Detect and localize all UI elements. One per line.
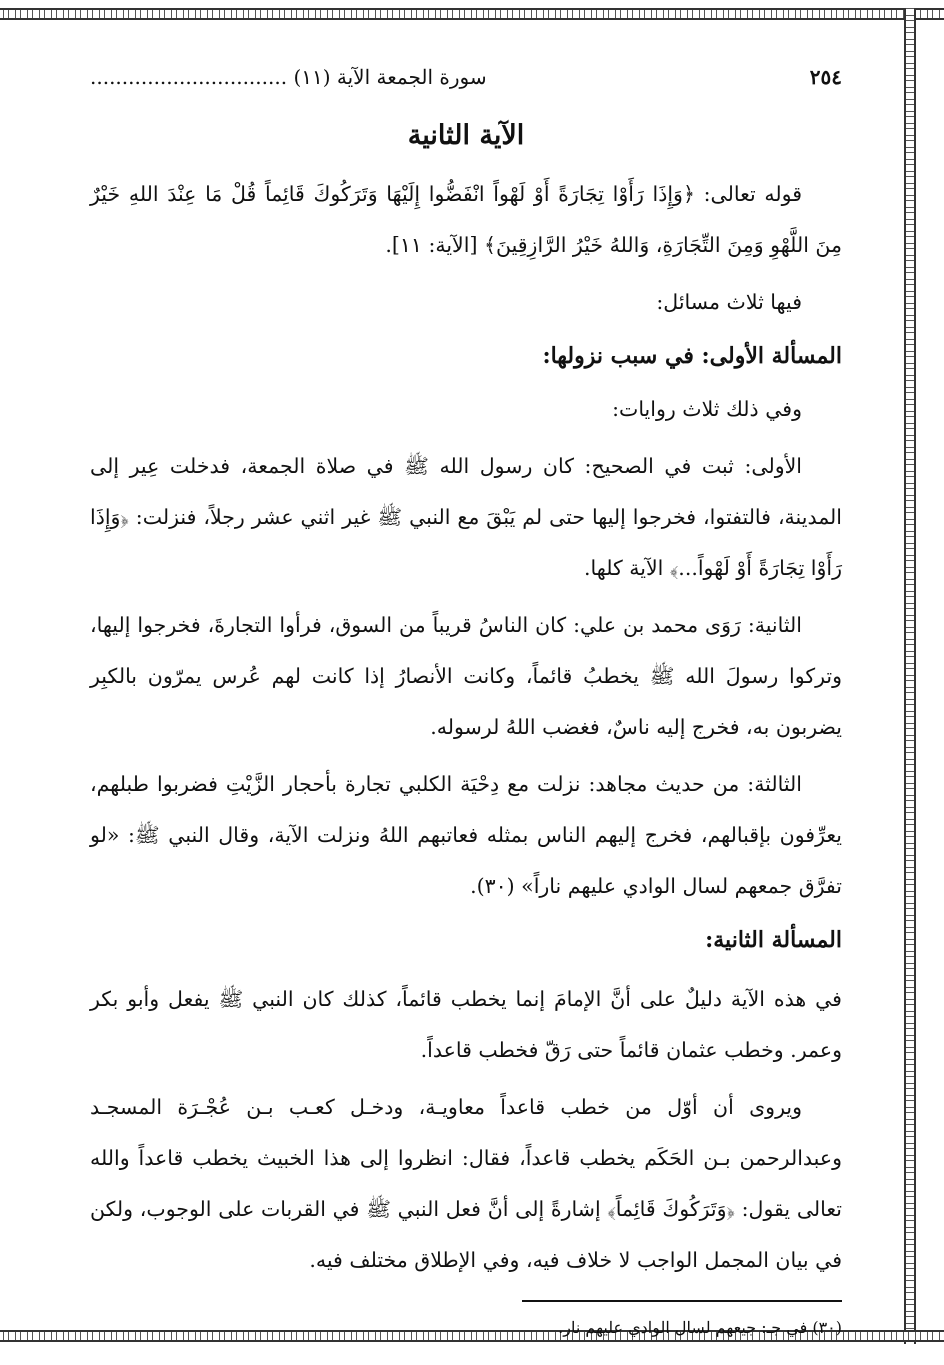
footnote: (٣٠) في جـ: جيعهم لسال الوادي عليهم نار. [558,1318,842,1337]
footnote-divider [522,1300,842,1302]
chapter-title: الآية الثانية [407,120,525,151]
running-head [90,60,842,94]
paragraph-verse: قوله تعالى: ﴿وَإِذَا رَأَوْا تِجَارَةً أَوْ لَهْواً انْفَضُّوا إِلَيْهَا وَتَرَكُوكَ قَائِماً قُلْ مَا عِنْدَ اللهِ خَيْرٌ مِنَ اللَّهْوِ وَمِنَ التِّجَارَةِ، وَاللهُ خَيْرُ الرَّازِقِينَ﴾ [الآية: ١١]. [90,182,842,257]
paragraph-first-narration: الأولى: ثبت في الصحيح: كان رسول الله ﷺ في صلاة الجمعة، فدخلت عِير إلى المدينة، فالتفتوا، فخرجوا إليها حتى لم يَبْقَ مع النبي ﷺ غير اثني عشر رجلاً، فنزلت: ﴿وَإِذَا رَأَوْا تِجَارَةً أَوْ لَهْواً...﴾ الآية كلها. [90,454,842,580]
page-body [90,60,842,1342]
page-border-right [904,8,916,1344]
heading-second-issue: المسألة الثانية: [705,927,842,953]
surah-title: سورة الجمعة الآية (١١) ............................... [90,65,487,89]
paragraph-standing-sermon: في هذه الآية دليلٌ على أنَّ الإمامَ إنما يخطب قائماً، كذلك كان النبي ﷺ يفعل وأبو بكر وعمر. وخطب عثمان قائماً حتى رَقّ فخطب قاعداً. [90,987,842,1062]
paragraph-second-narration: الثانية: رَوَى محمد بن علي: كان الناسُ قريباً من السوق، فرأوا التجارةَ، فخرجوا إليها، وتركوا رسولَ الله ﷺ يخطبُ قائماً، وكانت الأنصارُ إذا كانت لهم عُرس يمرّون بالكبِر يضربون به، فخرج إليه ناسٌ، فغضب اللهُ لرسوله. [90,613,842,739]
page-border-top [0,8,944,20]
paragraph-third-narration: الثالثة: من حديث مجاهد: نزلت مع دِحْيَة الكلبي تجارة بأحجار الزَّيْتِ فضربوا طبلهم، يعرِّفون بإقبالهم، فخرج إليهم الناس بمثله فعاتبهم اللهُ ونزلت الآية، وقال النبي ﷺ: «لو تفرَّق جمعهم لسال الوادي عليهم ناراً» (٣٠). [90,772,842,898]
paragraph-narrations: وفي ذلك ثلاث روايات: [612,397,802,421]
page-number: ٢٥٤ [809,65,842,89]
paragraph-first-seated: ويروى أن أوّل من خطب قاعداً معاويـة، ودخـل كعـب بـن عُجْـرَة المسجـد وعبدالرحمن بـن الحَكَم يخطب قاعداً، فقال: انظروا إلى هذا الخبيث يخطب قاعداً والله تعالى يقول: ﴿وَتَرَكُوكَ قَائِماً﴾ إشارةً إلى أنَّ فعل النبي ﷺ في القربات على الوجوب، ولكن في بيان المجمل الواجب لا خلاف فيه، وفي الإطلاق مختلف فيه. [90,1095,842,1272]
paragraph-issues-count: فيها ثلاث مسائل: [656,290,802,314]
heading-first-issue: المسألة الأولى: في سبب نزولها: [542,343,842,369]
